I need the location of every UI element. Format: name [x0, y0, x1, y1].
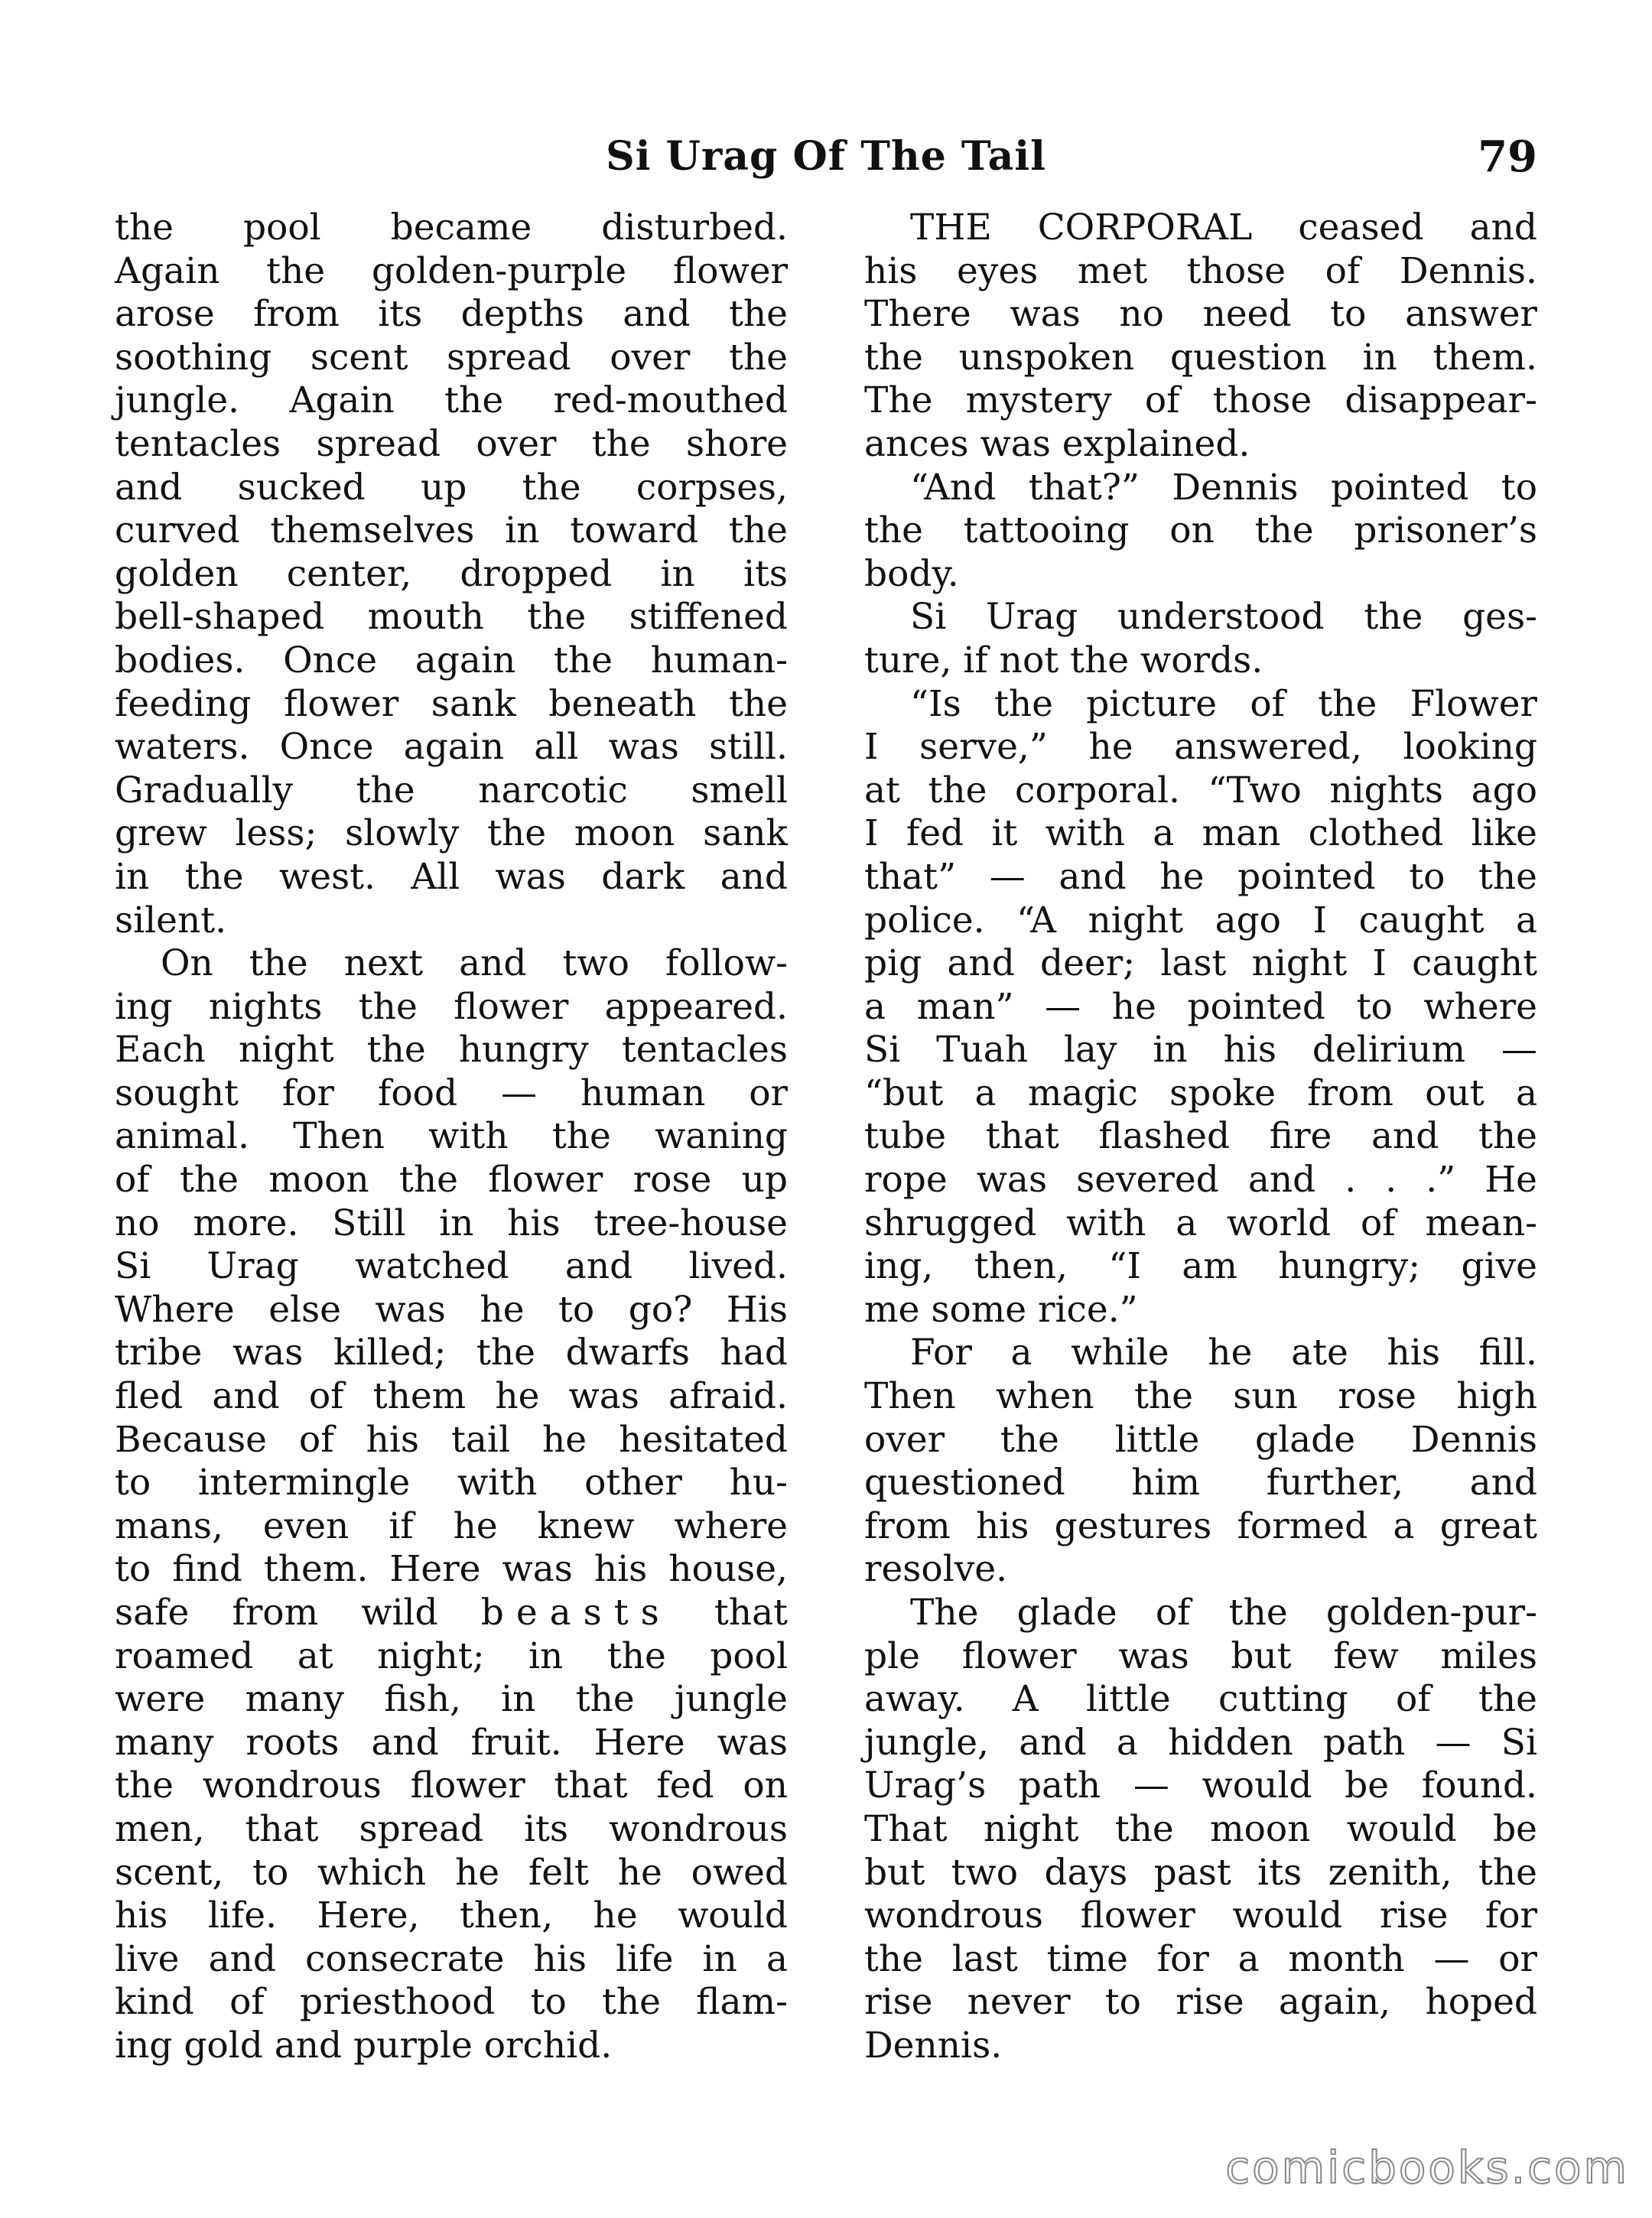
- page-number: 79: [1478, 132, 1537, 182]
- text-line: grew less; slowly the moon sank: [115, 812, 788, 855]
- paragraph-first-line: Si Urag understood the ges-: [910, 596, 1537, 639]
- letterspaced-word: beasts: [480, 1592, 672, 1634]
- text-line: no more. Still in his tree-house: [115, 1202, 788, 1244]
- text-line: waters. Once again all was still.: [115, 726, 788, 769]
- text-line: resolve.: [864, 1548, 1008, 1591]
- watermark: comicbooks.com: [1225, 2142, 1629, 2194]
- text-line: pig and deer; last night I caught: [864, 942, 1537, 985]
- text-line: the last time for a month — or: [864, 1937, 1537, 1980]
- running-title: Si Urag Of The Tail: [606, 133, 1046, 180]
- text-line: Dennis.: [864, 2024, 1003, 2067]
- text-line: me some rice.”: [864, 1288, 1138, 1331]
- text-line: and sucked up the corpses,: [115, 466, 788, 509]
- paragraph-first-line: For a while he ate his fill.: [910, 1332, 1537, 1374]
- left-text-column: [115, 207, 788, 2068]
- paragraph-first-line: “And that?” Dennis pointed to: [910, 466, 1537, 509]
- text-line: that” — and he pointed to the: [864, 855, 1537, 898]
- text-line: Si Urag watched and lived.: [115, 1245, 788, 1288]
- text-line: arose from its depths and the: [115, 293, 788, 336]
- text-line: tube that flashed fire and the: [864, 1115, 1537, 1158]
- text-line: Urag’s path — would be found.: [864, 1764, 1537, 1807]
- text-line: were many fish, in the jungle: [115, 1678, 788, 1721]
- text-line: ple flower was but few miles: [864, 1634, 1537, 1677]
- text-line: bodies. Once again the human-: [115, 639, 788, 681]
- text-line: his life. Here, then, he would: [115, 1894, 788, 1937]
- text-line: animal. Then with the waning: [115, 1115, 788, 1158]
- text-line: questioned him further, and: [864, 1462, 1537, 1504]
- text-line: but two days past its zenith, the: [864, 1851, 1537, 1894]
- paragraph-first-line: The glade of the golden-pur-: [910, 1592, 1537, 1634]
- text-line: the wondrous flower that fed on: [115, 1764, 788, 1807]
- text-line: rise never to rise again, hoped: [864, 1981, 1537, 2024]
- text-line: I fed it with a man clothed like: [864, 812, 1537, 855]
- text-line: to find them. Here was his house,: [115, 1548, 788, 1591]
- text-line: ing nights the flower appeared.: [115, 985, 788, 1028]
- paragraph-first-line: THE CORPORAL ceased and: [910, 207, 1537, 249]
- paragraph-first-line: On the next and two follow-: [161, 942, 788, 985]
- text-line: I serve,” he answered, looking: [864, 726, 1537, 769]
- text-line: jungle, and a hidden path — Si: [864, 1721, 1537, 1764]
- text-line: wondrous flower would rise for: [864, 1894, 1537, 1937]
- text-line: mans, even if he knew where: [115, 1504, 788, 1547]
- text-line: over the little glade Dennis: [864, 1418, 1537, 1461]
- text-line-spaced: [115, 1592, 788, 1635]
- text-line: fled and of them he was afraid.: [115, 1375, 788, 1418]
- running-head: [115, 122, 1537, 191]
- text-line: rope was severed and . . .” He: [864, 1159, 1537, 1202]
- paragraph-first-line: “Is the picture of the Flower: [910, 682, 1537, 725]
- text-line: the unspoken question in them.: [864, 336, 1537, 379]
- text-line: tribe was killed; the dwarfs had: [115, 1332, 788, 1374]
- text-line: to intermingle with other hu-: [115, 1462, 788, 1504]
- text-line: body.: [864, 552, 959, 595]
- text-line: Where else was he to go? His: [115, 1288, 788, 1331]
- text-line: of the moon the flower rose up: [115, 1159, 788, 1202]
- text-line: in the west. All was dark and: [115, 855, 788, 898]
- text-line: curved themselves in toward the: [115, 509, 788, 552]
- text-line: at the corporal. “Two nights ago: [864, 769, 1537, 811]
- text-line: That night the moon would be: [864, 1807, 1537, 1850]
- text-line: There was no need to answer: [864, 293, 1537, 336]
- text-line: bell-shaped mouth the stiffened: [115, 596, 788, 639]
- text-line: feeding flower sank beneath the: [115, 682, 788, 725]
- text-line: shrugged with a world of mean-: [864, 1202, 1537, 1244]
- text-line: Each night the hungry tentacles: [115, 1029, 788, 1072]
- text-line: police. “A night ago I caught a: [864, 899, 1537, 942]
- text-line: ture, if not the words.: [864, 639, 1263, 681]
- text-line: Si Tuah lay in his delirium —: [864, 1029, 1537, 1072]
- text-line: soothing scent spread over the: [115, 336, 788, 379]
- text-line: ances was explained.: [864, 422, 1250, 465]
- text-line: sought for food — human or: [115, 1072, 788, 1114]
- text-line: “but a magic spoke from out a: [864, 1072, 1537, 1114]
- text-line: roamed at night; in the pool: [115, 1634, 788, 1677]
- text-line: his eyes met those of Dennis.: [864, 249, 1537, 292]
- text-line: Then when the sun rose high: [864, 1375, 1537, 1418]
- text-line: scent, to which he felt he owed: [115, 1851, 788, 1894]
- text-line: kind of priesthood to the flam-: [115, 1981, 788, 2024]
- text-line: live and consecrate his life in a: [115, 1937, 788, 1980]
- text-line: tentacles spread over the shore: [115, 422, 788, 465]
- text-line: jungle. Again the red-mouthed: [115, 379, 788, 422]
- text-line: men, that spread its wondrous: [115, 1807, 788, 1850]
- text-fragment: safe from wild: [115, 1592, 438, 1634]
- text-line: silent.: [115, 899, 227, 942]
- text-line: Again the golden-purple flower: [115, 249, 788, 292]
- text-line: the pool became disturbed.: [115, 207, 788, 249]
- text-line: Gradually the narcotic smell: [115, 769, 788, 811]
- text-line: ing, then, “I am hungry; give: [864, 1245, 1537, 1288]
- text-line: many roots and fruit. Here was: [115, 1721, 788, 1764]
- text-line: The mystery of those disappear-: [864, 379, 1537, 422]
- right-text-column: [864, 207, 1537, 2068]
- text-line: a man” — he pointed to where: [864, 985, 1537, 1028]
- text-line: ing gold and purple orchid.: [115, 2024, 613, 2067]
- text-line: away. A little cutting of the: [864, 1678, 1537, 1721]
- text-line: golden center, dropped in its: [115, 552, 788, 595]
- text-line: from his gestures formed a great: [864, 1504, 1537, 1547]
- text-line: Because of his tail he hesitated: [115, 1418, 788, 1461]
- text-line: the tattooing on the prisoner’s: [864, 509, 1537, 552]
- text-fragment: that: [714, 1592, 788, 1634]
